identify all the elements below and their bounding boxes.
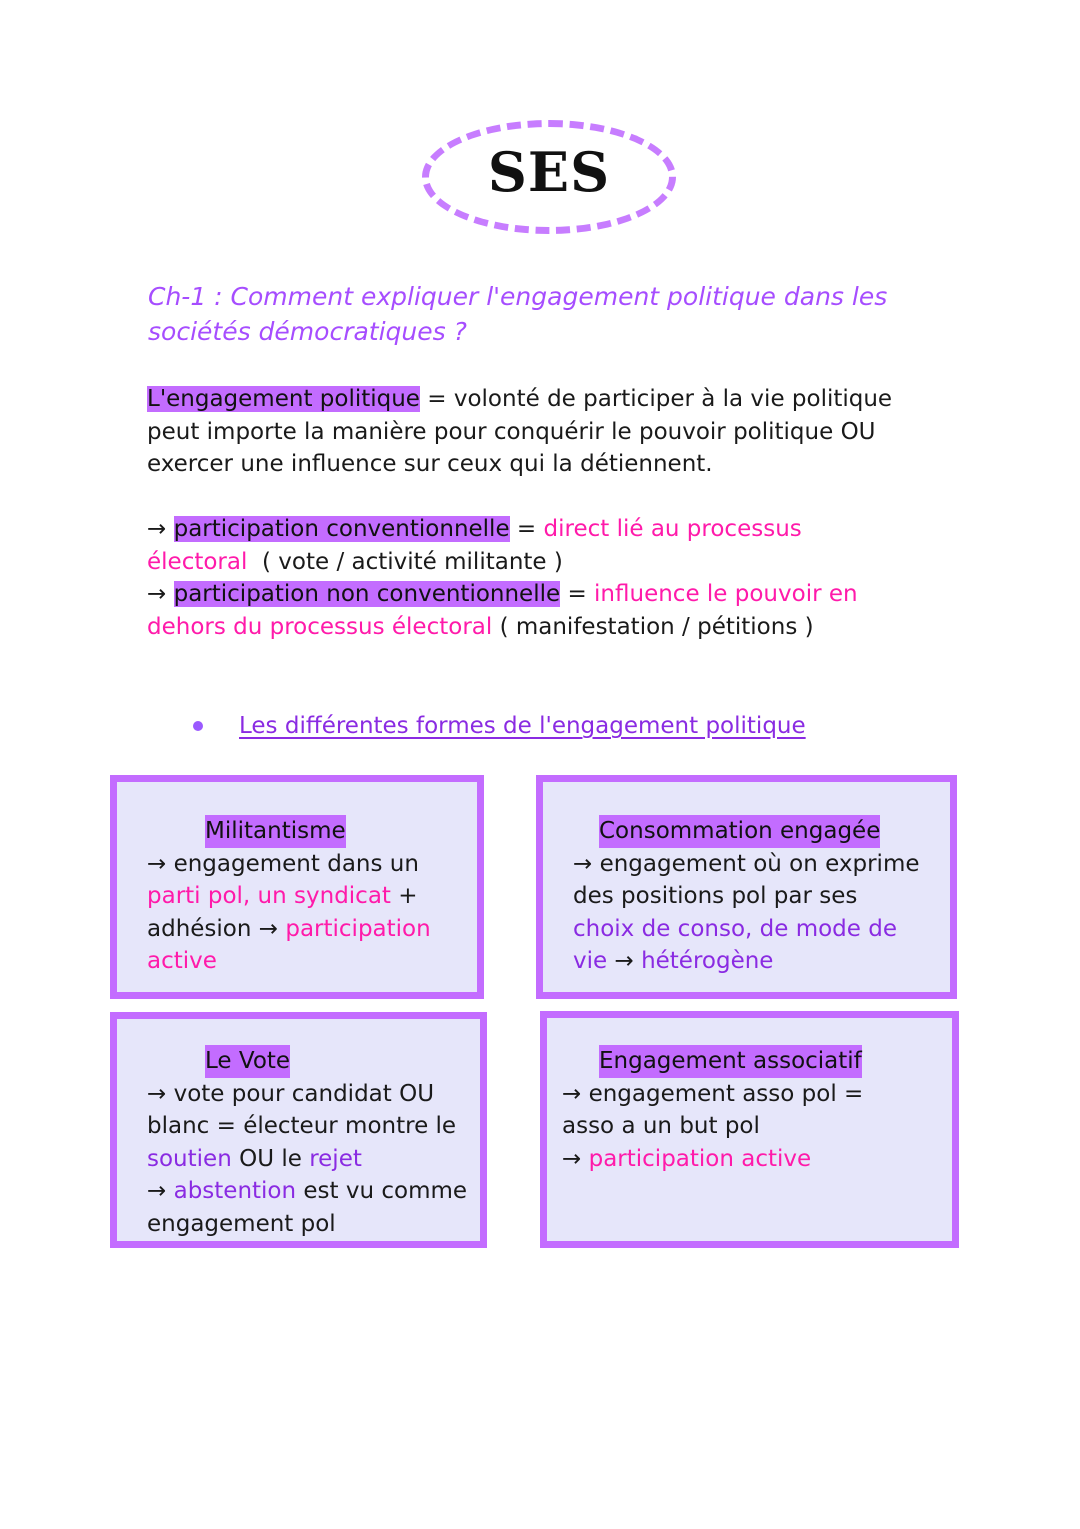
card-text: est vu comme xyxy=(296,1178,468,1204)
section-title: Les différentes formes de l'engagement politique xyxy=(239,713,806,739)
card-vote xyxy=(110,1012,487,1248)
card-highlight: vie xyxy=(573,948,608,974)
conventional-definition-2: électoral xyxy=(147,548,248,575)
card-highlight: active xyxy=(147,948,217,974)
card-text: OU le xyxy=(231,1145,310,1172)
card-highlight: abstention xyxy=(173,1178,297,1204)
card-line: → engagement où on exprime xyxy=(573,850,920,877)
card-text: adhésion → xyxy=(147,915,286,942)
equals-sign: = xyxy=(560,581,595,607)
card-highlight: participation xyxy=(285,915,431,942)
definition-line-3: exercer une influence sur ceux qui la détiennent. xyxy=(147,451,713,477)
bullet-icon xyxy=(193,721,203,731)
card-line: → engagement dans un xyxy=(147,850,419,877)
chapter-line-2: sociétés démocratiques ? xyxy=(148,317,467,346)
card-title: Militantisme xyxy=(205,815,346,848)
page-title: SES xyxy=(487,140,611,204)
chapter-line-1: Ch-1 : Comment expliquer l'engagement politique dans les xyxy=(148,282,888,311)
card-line: des positions pol par ses xyxy=(573,883,858,909)
arrow-icon: → xyxy=(147,516,174,542)
conventional-term: participation conventionnelle xyxy=(173,516,510,542)
definition-line-2: peut importe la manière pour conquérir le pouvoir politique OU xyxy=(147,418,876,445)
card-text: → xyxy=(607,948,642,974)
card-associatif xyxy=(540,1011,959,1248)
card-highlight: choix de conso, de mode de xyxy=(573,915,897,942)
card-text: → xyxy=(147,1178,174,1204)
conventional-examples: ( vote / activité militante ) xyxy=(247,548,563,575)
card-title: Le Vote xyxy=(205,1045,290,1078)
definition-term: L'engagement politique xyxy=(147,386,420,412)
arrow-icon: → xyxy=(147,581,174,607)
card-highlight: participation active xyxy=(588,1145,812,1172)
card-consommation xyxy=(536,775,957,999)
card-highlight: soutien xyxy=(147,1145,232,1172)
card-line: asso a un but pol xyxy=(562,1113,760,1139)
equals-sign: = xyxy=(509,516,544,542)
card-line: engagement pol xyxy=(147,1210,336,1237)
nonconventional-term: participation non conventionnelle xyxy=(173,581,561,607)
participation-paragraph xyxy=(147,513,947,643)
card-militantisme xyxy=(110,775,484,999)
card-line: blanc = électeur montre le xyxy=(147,1113,457,1139)
definition-line-1: = volonté de participer à la vie politique xyxy=(419,386,893,412)
card-highlight: parti pol, un syndicat xyxy=(147,883,391,909)
card-title: Consommation engagée xyxy=(599,815,880,848)
card-title: Engagement associatif xyxy=(599,1045,862,1078)
card-line: → vote pour candidat OU xyxy=(147,1080,435,1107)
nonconventional-definition-1: influence le pouvoir en xyxy=(594,581,858,607)
card-line: → engagement asso pol = xyxy=(562,1080,864,1107)
card-highlight: hétérogène xyxy=(641,948,774,974)
card-text: → xyxy=(562,1145,589,1172)
definition-paragraph xyxy=(147,383,947,481)
conventional-definition-1: direct lié au processus xyxy=(543,516,802,542)
card-highlight: rejet xyxy=(309,1145,362,1172)
card-text: + xyxy=(390,883,418,909)
nonconventional-examples: ( manifestation / pétitions ) xyxy=(492,613,814,640)
nonconventional-definition-2: dehors du processus électoral xyxy=(147,613,493,640)
chapter-heading xyxy=(148,279,968,349)
